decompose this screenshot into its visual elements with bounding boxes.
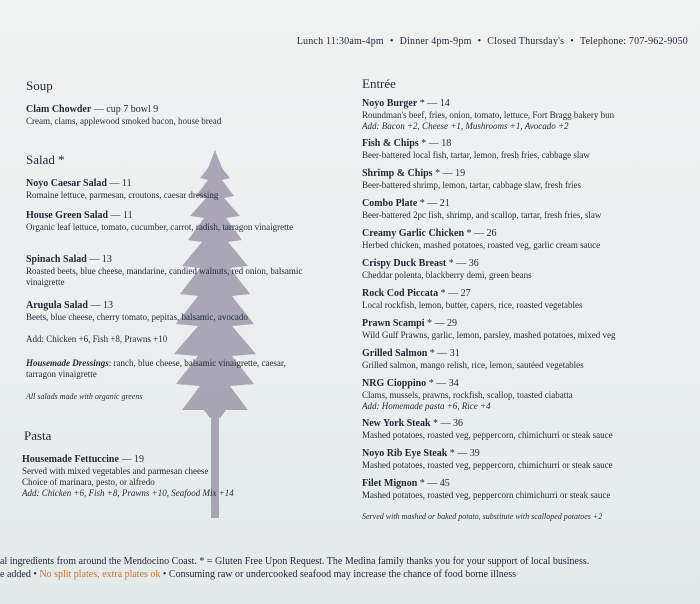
item-price: * — 19 (432, 168, 466, 179)
item-desc: Roasted beets, blue cheese, mandarine, candied walnuts, red onion, balsamic vinaigrette (26, 266, 303, 287)
item-name: Noyo Burger (362, 98, 418, 109)
item-desc: Mashed potatoes, roasted veg, peppercorn, chimichurri or steak sauce (362, 430, 613, 440)
section-title-entree: Entrée (362, 76, 396, 91)
split-plates-notice: No split plates, extra plates ok (39, 569, 161, 580)
item-name: Creamy Garlic Chicken (362, 228, 465, 239)
item-price: * — 27 (438, 288, 471, 299)
item-desc: Wild Gulf Prawns, garlic, lemon, parsley, mashed potatoes, mixed veg (362, 330, 616, 340)
section-title-salad: Salad * (26, 152, 65, 167)
item-desc: Local rockfish, lemon, butter, capers, rice, roasted vegetables (362, 300, 583, 310)
item-desc: Roundman's beef, fries, onion, tomato, lettuce, Fort Bragg bakery bun (362, 110, 615, 120)
item-name: Noyo Rib Eye Steak (362, 448, 448, 459)
item-desc: Beets, blue cheese, cherry tomato, pepitas, balsamic, avocado (26, 312, 248, 322)
menu-item (362, 318, 694, 341)
telephone: Telephone: 707-962-9050 (579, 36, 688, 47)
hours-header (297, 36, 688, 47)
item-price: * — 36 (446, 258, 479, 269)
menu-item (362, 168, 694, 191)
pasta-section (24, 428, 51, 444)
menu-item (362, 288, 694, 311)
item-add-ons: Add: Homemade pasta +6, Rice +4 (362, 401, 491, 411)
salad-section (26, 152, 65, 168)
menu-item (362, 448, 694, 471)
item-desc: Romaine lettuce, parmesan, croutons, caesar dressing (26, 190, 219, 200)
bullet: • (477, 36, 482, 47)
menu-item (362, 478, 694, 501)
right-column (362, 76, 694, 521)
item-price: * — 14 (417, 98, 450, 109)
item-name: Noyo Caesar Salad (26, 178, 107, 189)
footer-line-1: al ingredients from around the Mendocino Coast. * = Gluten Free Upon Request. The Medina family thanks you for your support of local business. (0, 556, 590, 567)
food-safety-notice: • Consuming raw or undercooked seafood may increase the chance of food borne illness (160, 569, 517, 580)
entree-note: Served with mashed or baked potato, substitute with scalloped potatoes +2 (362, 512, 603, 521)
item-name: Rock Cod Piccata (362, 288, 439, 299)
salad-add-ons: Add: Chicken +6, Fish +8, Prawns +10 (26, 334, 168, 344)
item-price: * — 36 (430, 418, 464, 429)
item-name: Arugula Salad (26, 300, 88, 311)
item-add-ons: Add: Bacon +2, Cheese +1, Mushrooms +1, Avocado +2 (362, 121, 569, 131)
item-name: Fish & Chips (362, 138, 419, 149)
menu-item (26, 300, 316, 323)
dinner-hours: Dinner 4pm-9pm (399, 36, 472, 47)
closed-day: Closed Thursday's (487, 36, 565, 47)
item-price: — 19 (118, 454, 144, 465)
menu-item (362, 348, 694, 371)
item-name: Combo Plate (362, 198, 418, 209)
lunch-hours: Lunch 11:30am-4pm (296, 36, 384, 47)
menu-item (362, 98, 694, 132)
item-desc: Beer-battered local fish, tartar, lemon, fresh fries, cabbage slaw (362, 150, 590, 160)
item-name: Shrimp & Chips (362, 168, 433, 179)
salad-note: All salads made with organic greens (26, 392, 143, 401)
pasta-line-2: Choice of marinara, pesto, or alfredo (22, 477, 155, 487)
item-name: Filet Mignon (362, 478, 418, 489)
item-price: — 11 (108, 210, 133, 221)
item-desc: Mashed potatoes, roasted veg, peppercorn chimichurri or steak sauce (362, 490, 611, 500)
item-desc: Cream, clams, applewood smoked bacon, house bread (26, 116, 222, 126)
item-name: Crispy Duck Breast (362, 258, 447, 269)
bullet: • (570, 36, 574, 47)
item-name: Housemade Fettuccine (22, 454, 119, 465)
item-desc: Organic leaf lettuce, tomato, cucumber, carrot, radish, tarragon vinaigrette (26, 222, 294, 232)
item-price: — 13 (87, 300, 113, 311)
item-desc: Clams, mussels, prawns, rockfish, scallop, toasted ciabatta (362, 390, 573, 400)
pasta-add-ons: Add: Chicken +6, Fish +8, Prawns +10, Seafood Mix +14 (22, 488, 234, 498)
menu-item (362, 258, 694, 281)
pasta-line-1: Served with mixed vegetables and parmesan cheese (22, 466, 209, 476)
item-name: Spinach Salad (26, 254, 87, 265)
item-price: * — 39 (447, 448, 480, 459)
item-price: * — 29 (424, 318, 457, 329)
menu-item (362, 198, 694, 221)
bullet: • (389, 36, 394, 47)
menu-item (26, 178, 306, 201)
soup-section (26, 78, 53, 94)
item-price: — cup 7 bowl 9 (91, 104, 159, 115)
item-name: House Green Salad (26, 210, 109, 221)
menu-item (362, 378, 694, 412)
menu-item (26, 254, 316, 288)
item-desc: Mashed potatoes, roasted veg, peppercorn, chimichurri or steak sauce (362, 460, 613, 470)
section-title-soup: Soup (26, 78, 53, 93)
item-name: Clam Chowder (26, 104, 92, 115)
item-price: * — 18 (418, 138, 452, 149)
menu-item (362, 138, 694, 161)
item-name: New York Steak (362, 418, 431, 429)
item-desc: Beer-battered 2pc fish, shrimp, and scallop, tartar, fresh fries, slaw (362, 210, 602, 220)
dressings-list: : ranch, blue cheese, balsamic vinaigrette, caesar, tarragon vinaigrette (26, 358, 286, 379)
item-desc: Beer-battered shrimp, lemon, tartar, cabbage slaw, fresh fries (362, 180, 582, 190)
item-name: Prawn Scampi (362, 318, 425, 329)
item-desc: Cheddar polenta, blackberry demi, green beans (362, 270, 532, 280)
item-name: NRG Cioppino (362, 378, 427, 389)
footer-text: e added • (0, 569, 40, 580)
item-price: — 11 (106, 178, 132, 189)
menu-item (22, 454, 322, 499)
item-desc: Herbed chicken, mashed potatoes, roasted veg, garlic cream sauce (362, 240, 601, 250)
menu-item (26, 210, 308, 233)
item-price: * — 34 (426, 378, 459, 389)
menu-item (362, 228, 694, 251)
item-price: * — 45 (417, 478, 450, 489)
dressings-label: Housemade Dressings (26, 358, 109, 368)
item-desc: Grilled salmon, mango relish, rice, lemon, sautéed vegetables (362, 360, 584, 370)
menu-item (362, 418, 694, 441)
menu-item (26, 104, 326, 127)
item-price: — 13 (86, 254, 112, 265)
section-title-pasta: Pasta (24, 428, 52, 443)
housemade-dressings (26, 358, 308, 380)
item-name: Grilled Salmon (362, 348, 428, 359)
item-price: * — 31 (427, 348, 460, 359)
footer-line-2 (0, 569, 516, 580)
item-price: * — 26 (464, 228, 497, 239)
item-price: * — 21 (417, 198, 450, 209)
